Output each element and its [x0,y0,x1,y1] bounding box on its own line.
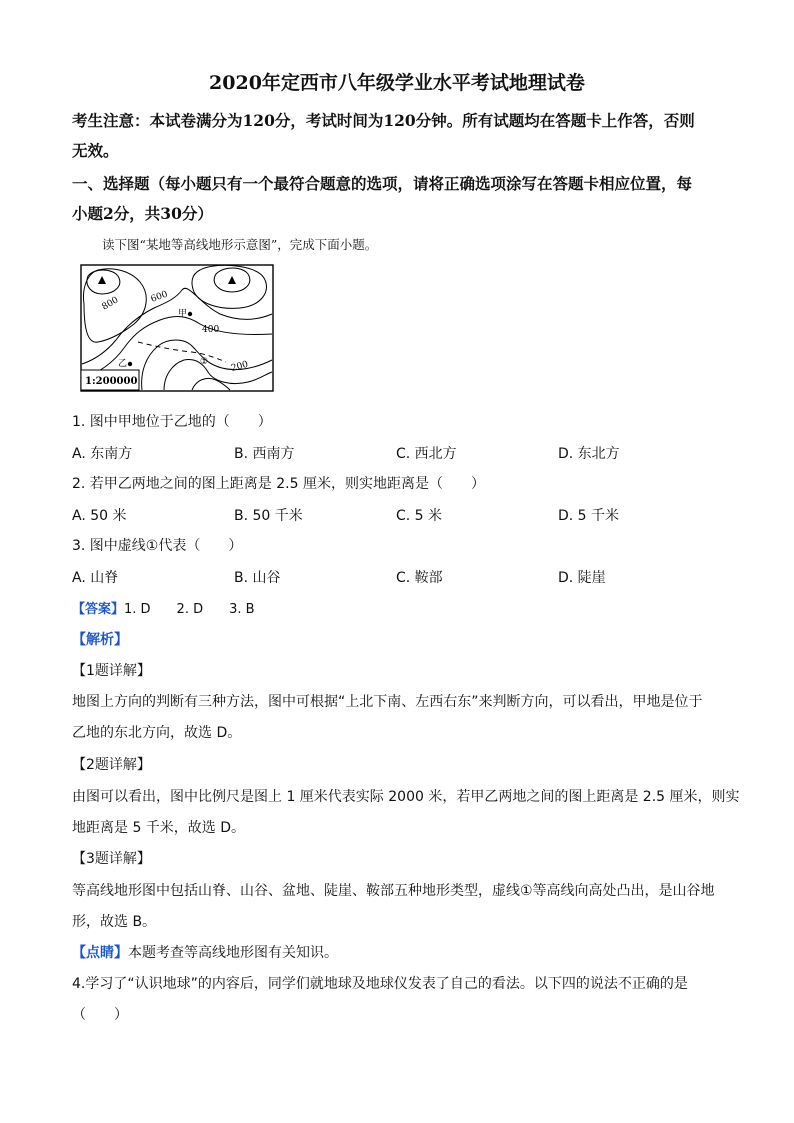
question-2-stem: 2. 若甲乙两地之间的图上距离是 2.5 厘米，则实地距离是（ ） [72,476,485,492]
detail-3-label: 【3题详解】 [72,851,151,867]
page-title: 2020年定西市八年级学业水平考试地理试卷 [209,72,585,94]
detail-3-line-2: 形，故选 B。 [72,914,157,930]
q1-option-b: B. 西南方 [234,446,295,462]
answer-line [72,598,255,617]
q2-option-b: B. 50 千米 [234,508,303,524]
dianjing-text: 本题考查等高线地形图有关知识。 [128,945,338,961]
detail-1-line-1: 地图上方向的判断有三种方法，图中可根据“上北下南、左西右东”来判断方向，可以看出，甲地是位于 [72,694,703,710]
point-yi [128,362,132,366]
q3-option-a: A. 山脊 [72,570,119,586]
question-4-line-1: 4.学习了“认识地球”的内容后，同学们就地球及地球仪发表了自己的看法。以下四的说法不正确的是 [72,976,688,992]
question-3-stem: 3. 图中虚线①代表（ ） [72,538,243,554]
point-jia [188,312,192,316]
detail-2-label: 【2题详解】 [72,757,151,773]
dianjing-label: 【点睛】 [72,945,128,961]
label-400: 400 [202,325,220,335]
q3-option-b: B. 山谷 [234,570,281,586]
label-jia: 甲 [178,309,188,319]
answer-text: 1. D 2. D 3. B [124,602,255,617]
detail-3-line-1: 等高线地形图中包括山脊、山谷、盆地、陡崖、鞍部五种地形类型，虚线①等高线向高处凸出，是山谷地 [72,883,715,899]
question-1-stem: 1. 图中甲地位于乙地的（ ） [72,414,272,430]
notice-line-2: 无效。 [72,141,119,160]
scale-text: 1:200000 [85,376,138,387]
label-800: 800 [100,295,121,313]
question-4-line-2: （ ） [72,1007,128,1023]
answer-label: 【答案】 [72,602,125,617]
label-600: 600 [149,289,170,305]
q3-option-d: D. 陡崖 [558,570,606,586]
detail-1-label: 【1题详解】 [72,663,151,679]
q2-option-d: D. 5 千米 [558,508,620,524]
q1-option-a: A. 东南方 [72,446,133,462]
q3-option-c: C. 鞍部 [396,570,443,586]
notice-line-1: 考生注意：本试卷满分为120分，考试时间为120分钟。所有试题均在答题卡上作答，否则 [72,111,695,130]
label-circle-1: ① [200,357,209,367]
label-200: 200 [230,359,250,374]
q2-option-a: A. 50 米 [72,508,127,524]
detail-2-line-1: 由图可以看出，图中比例尺是图上 1 厘米代表实际 2000 米，若甲乙两地之间的图上距离是 2.5 厘米，则实 [72,789,740,805]
section-heading-line-1: 一、选择题（每小题只有一个最符合题意的选项，请将正确选项涂写在答题卡相应位置，每 [72,174,693,193]
detail-1-line-2: 乙地的东北方向，故选 D。 [72,725,242,741]
analysis-label: 【解析】 [72,632,128,648]
map-intro: 读下图“某地等高线地形示意图”，完成下面小题。 [102,237,378,252]
section-heading-line-2: 小题2分，共30分） [72,204,213,223]
contour-map [80,264,274,392]
q1-option-c: C. 西北方 [396,446,457,462]
dianjing-line [72,942,338,962]
detail-2-line-2: 地距离是 5 千米，故选 D。 [72,820,246,836]
label-yi: 乙 [118,359,128,369]
q2-option-c: C. 5 米 [396,508,443,524]
q1-option-d: D. 东北方 [558,446,620,462]
